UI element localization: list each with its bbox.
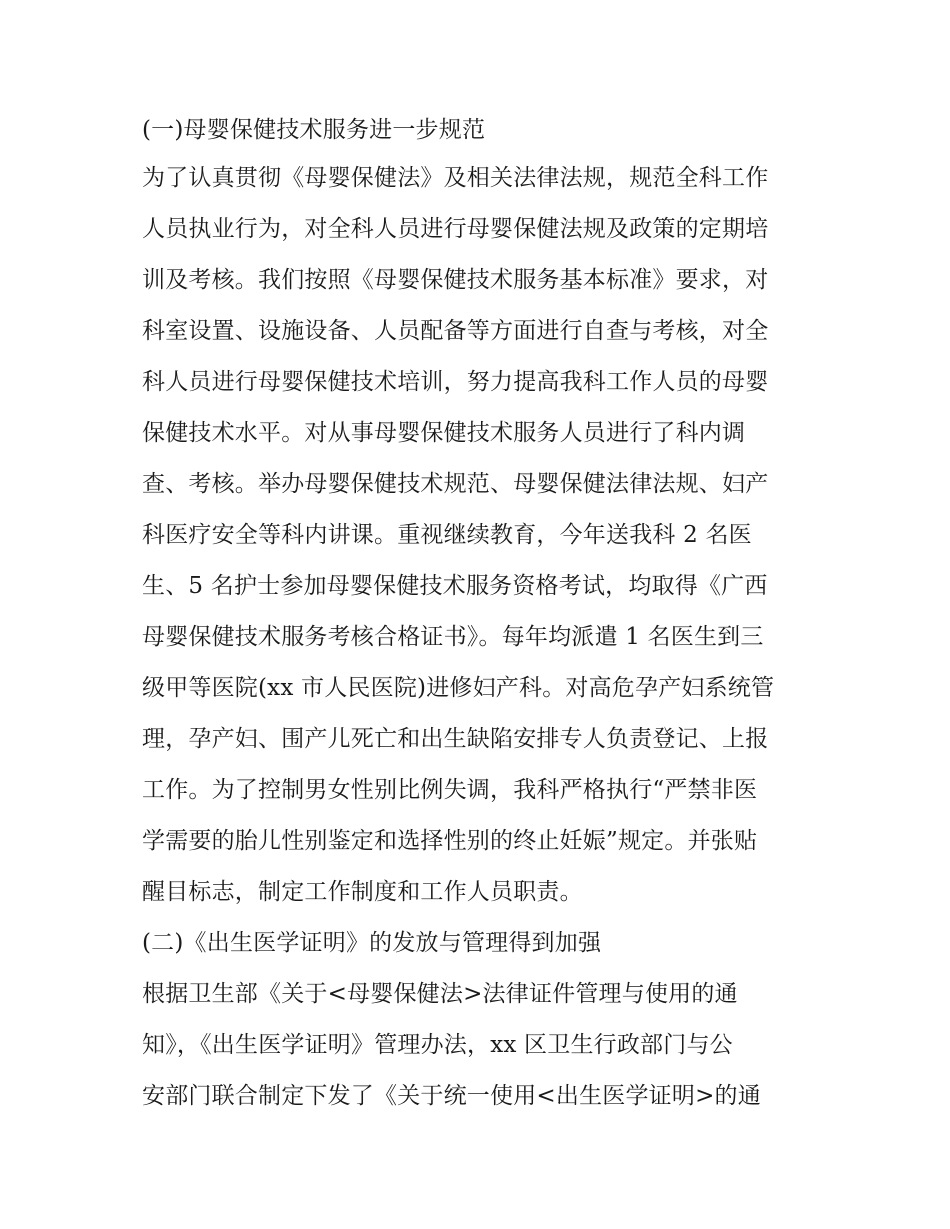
section-heading-2: (二)《出生医学证明》的发放与管理得到加强 <box>142 930 602 956</box>
paragraph-line: 保健技术水平。对从事母婴保健技术服务人员进行了科内调 <box>142 420 746 446</box>
section-heading-1: (一)母婴保健技术服务进一步规范 <box>142 117 486 143</box>
paragraph-line: 母婴保健技术服务考核合格证书》。每年均派遣 1 名医生到三 <box>142 624 764 650</box>
paragraph-line: 知》，《出生医学证明》管理办法，xx 区卫生行政部门与公 <box>142 1032 733 1058</box>
paragraph-line: 安部门联合制定下发了《关于统一使用<出生医学证明>的通 <box>142 1083 761 1109</box>
paragraph-line: 级甲等医院(xx 市人民医院)进修妇产科。对高危孕产妇系统管 <box>142 675 775 701</box>
paragraph-line: 查、考核。举办母婴保健技术规范、母婴保健法律法规、妇产 <box>142 471 769 497</box>
paragraph-line: 醒目标志，制定工作制度和工作人员职责。 <box>142 879 583 905</box>
paragraph-line: 学需要的胎儿性别鉴定和选择性别的终止妊娠”规定。并张贴 <box>142 828 758 854</box>
paragraph-line: 工作。为了控制男女性别比例失调，我科严格执行“严禁非医 <box>142 777 758 803</box>
paragraph-line: 生、5 名护士参加母婴保健技术服务资格考试，均取得《广西 <box>142 573 768 599</box>
paragraph-line: 科室设置、设施设备、人员配备等方面进行自查与考核，对全 <box>142 318 769 344</box>
paragraph-1 <box>142 153 822 918</box>
paragraph-line: 理，孕产妇、围产儿死亡和出生缺陷安排专人负责登记、上报 <box>142 726 769 752</box>
paragraph-line: 科人员进行母婴保健技术培训，努力提高我科工作人员的母婴 <box>142 369 769 395</box>
paragraph-2 <box>142 969 822 1122</box>
paragraph-line: 根据卫生部《关于<母婴保健法>法律证件管理与使用的通 <box>142 981 738 1007</box>
paragraph-line: 训及考核。我们按照《母婴保健技术服务基本标准》要求，对 <box>142 267 769 293</box>
paragraph-line: 为了认真贯彻《母婴保健法》及相关法律法规，规范全科工作 <box>142 165 769 191</box>
paragraph-line: 科医疗安全等科内讲课。重视继续教育，今年送我科 2 名医 <box>142 522 752 548</box>
document-body <box>142 108 822 1122</box>
paragraph-line: 人员执业行为，对全科人员进行母婴保健法规及政策的定期培 <box>142 216 769 242</box>
